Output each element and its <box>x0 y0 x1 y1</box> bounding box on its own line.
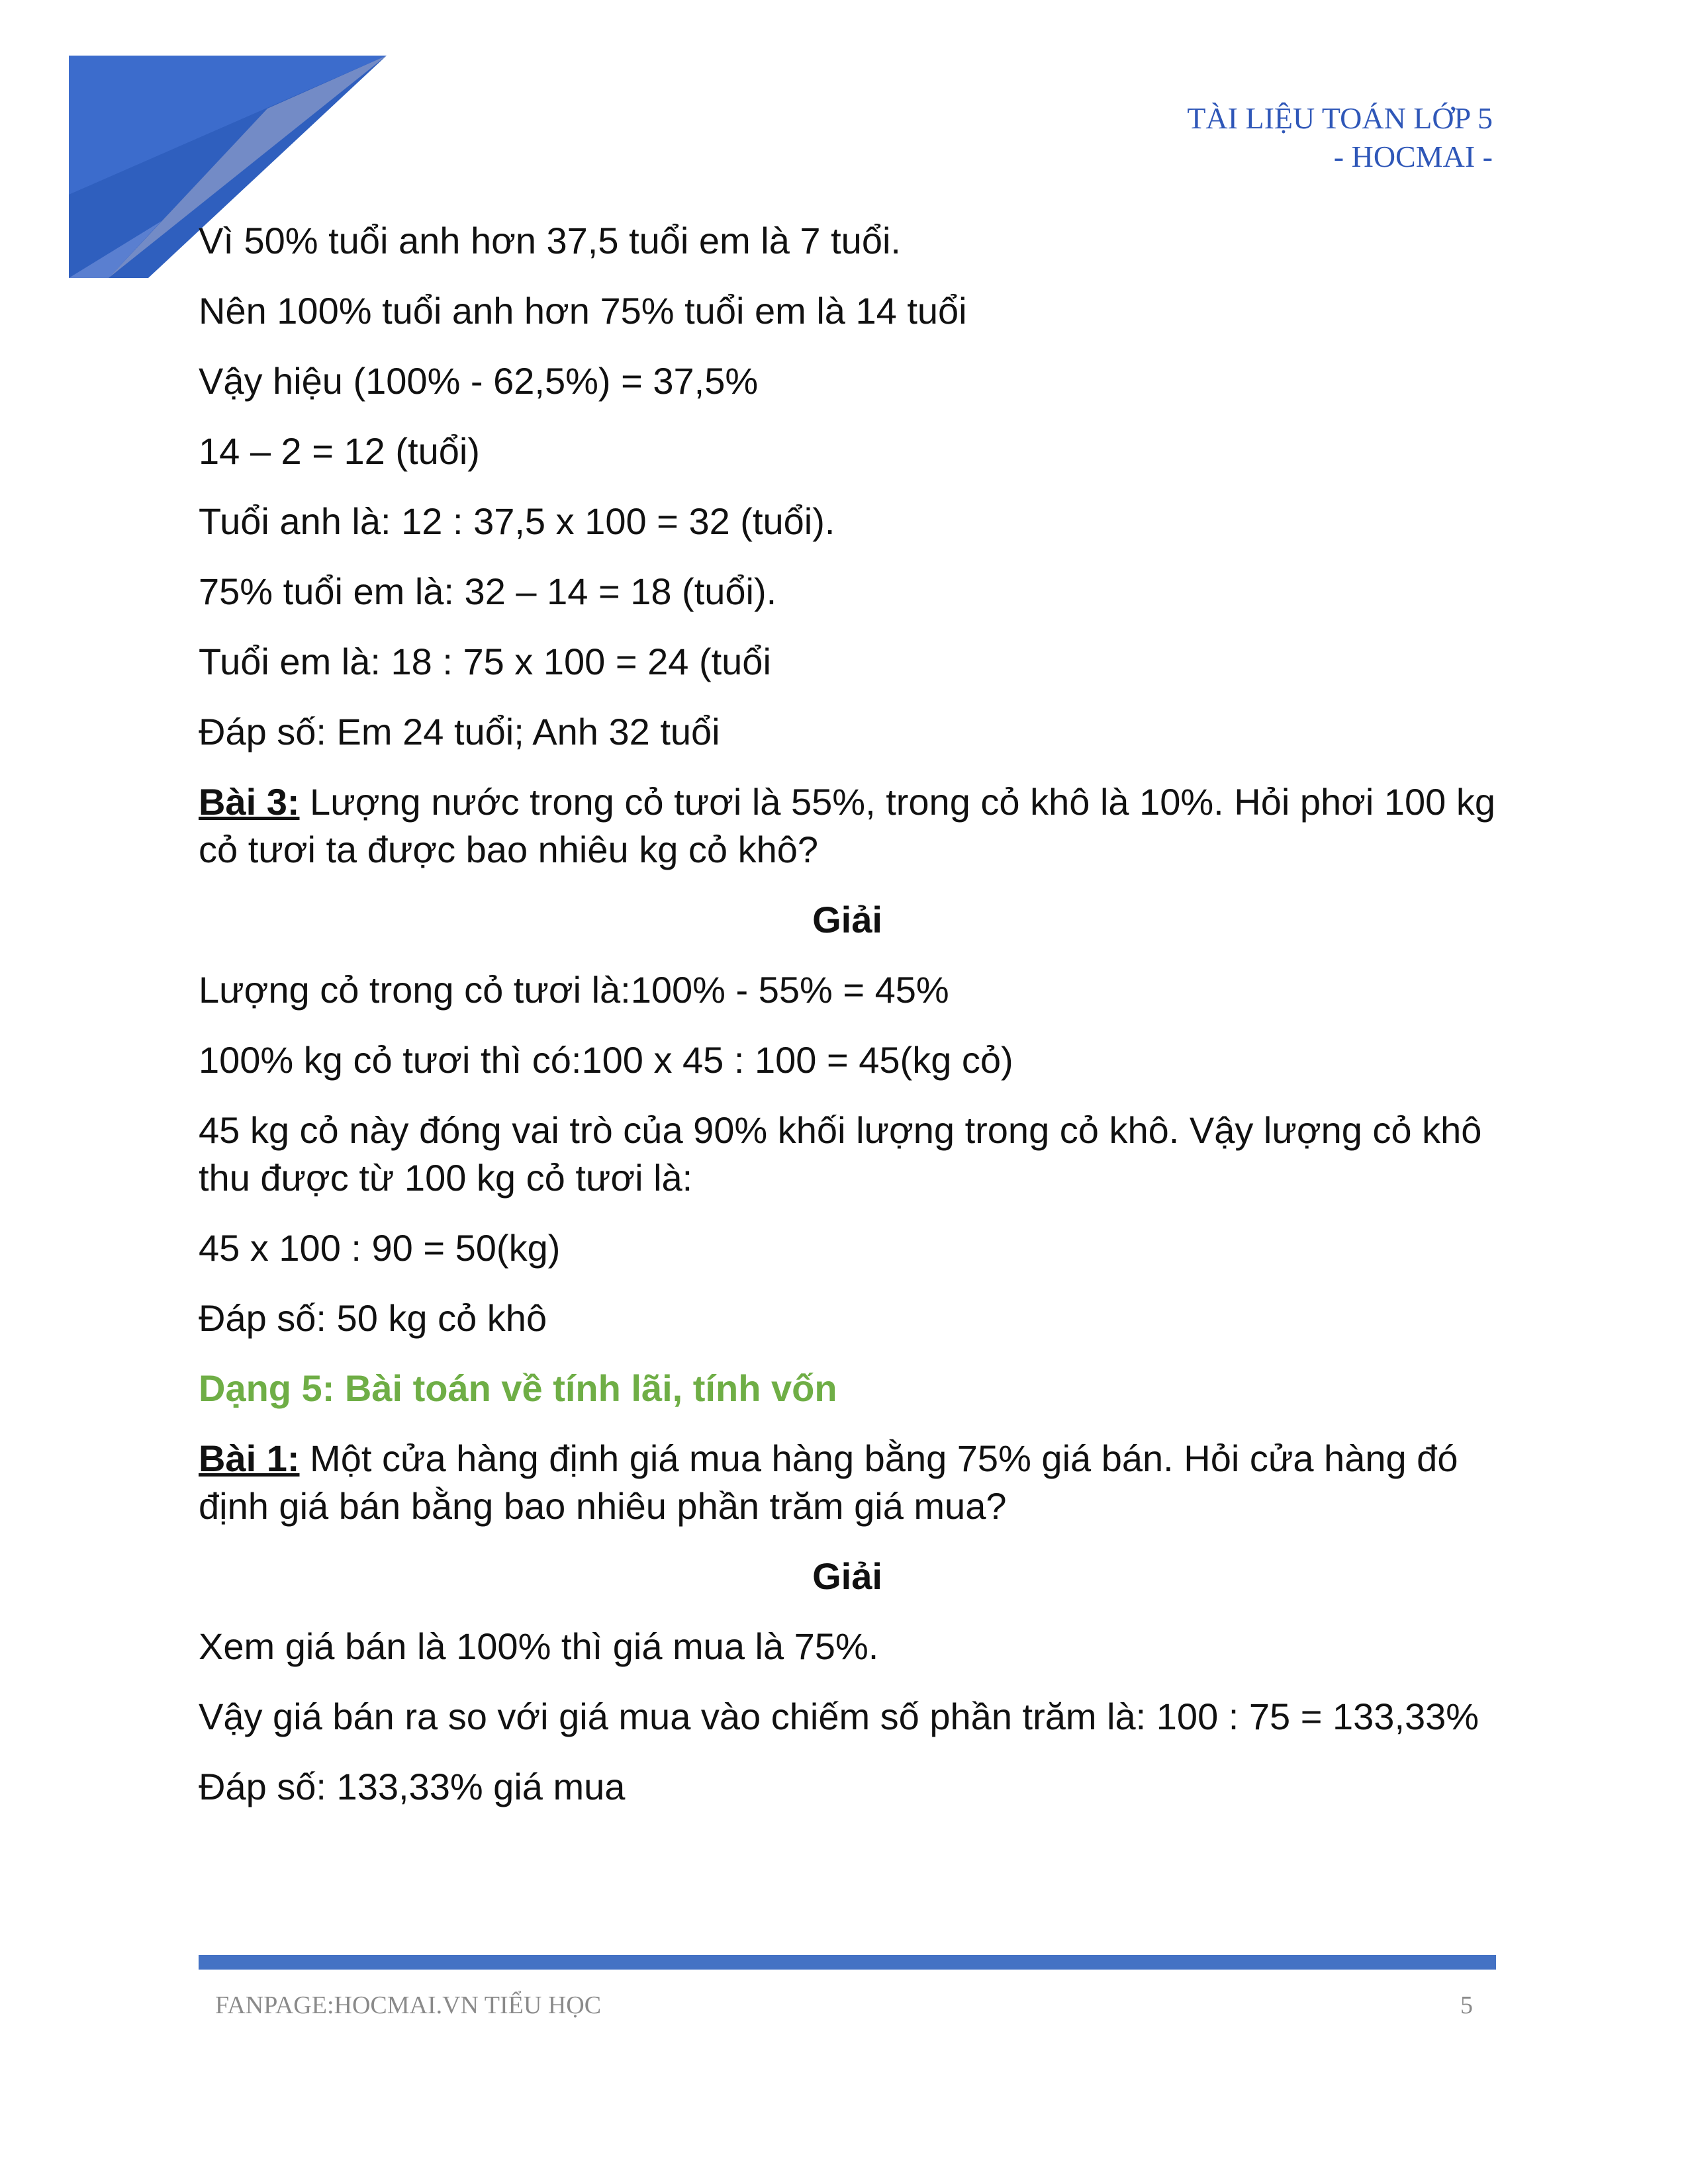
problem-bai-1 <box>199 1435 1496 1530</box>
text-line: Tuổi em là: 18 : 75 x 100 = 24 (tuổi <box>199 641 771 682</box>
page-content <box>199 217 1496 1811</box>
text-line: Lượng cỏ trong cỏ tươi là:100% - 55% = 45% <box>199 969 949 1011</box>
text-line: Đáp số: Em 24 tuổi; Anh 32 tuổi <box>199 711 720 752</box>
header-title: TÀI LIỆU TOÁN LỚP 5 <box>1187 101 1493 135</box>
text-line: Vậy hiệu (100% - 62,5%) = 37,5% <box>199 360 759 402</box>
text-line: Đáp số: 133,33% giá mua <box>199 1766 626 1807</box>
text-line: Tuổi anh là: 12 : 37,5 x 100 = 32 (tuổi). <box>199 500 835 542</box>
text-line: 14 – 2 = 12 (tuổi) <box>199 430 480 472</box>
text-line: Đáp số: 50 kg cỏ khô <box>199 1297 547 1339</box>
text-line: Vì 50% tuổi anh hơn 37,5 tuổi em là 7 tuổi. <box>199 220 901 261</box>
solution-heading: Giải <box>812 899 882 940</box>
problem-bai-3 <box>199 778 1496 874</box>
text-line: Xem giá bán là 100% thì giá mua là 75%. <box>199 1625 879 1667</box>
footer-fanpage: FANPAGE:HOCMAI.VN TIỂU HỌC <box>215 1991 602 2019</box>
text-line: 45 x 100 : 90 = 50(kg) <box>199 1227 561 1269</box>
page-header <box>1187 99 1493 176</box>
footer-divider <box>199 1955 1496 1970</box>
problem-text: Lượng nước trong cỏ tươi là 55%, trong cỏ khô là 10%. Hỏi phơi 100 kg cỏ tươi ta được bao nhiêu kg cỏ khô? <box>199 781 1496 870</box>
text-line: 100% kg cỏ tươi thì có:100 x 45 : 100 = 45(kg cỏ) <box>199 1039 1013 1081</box>
text-paragraph: 45 kg cỏ này đóng vai trò của 90% khối lượng trong cỏ khô. Vậy lượng cỏ khô thu được từ 100 kg cỏ tươi là: <box>199 1109 1482 1199</box>
problem-text: Một cửa hàng định giá mua hàng bằng 75% giá bán. Hỏi cửa hàng đó định giá bán bằng bao nhiêu phần trăm giá mua? <box>199 1437 1458 1527</box>
section-title: Dạng 5: Bài toán về tính lãi, tính vốn <box>199 1367 837 1409</box>
problem-label: Bài 1: <box>199 1437 300 1479</box>
problem-label: Bài 3: <box>199 781 300 823</box>
solution-heading: Giải <box>812 1555 882 1597</box>
header-subtitle: - HOCMAI - <box>1333 140 1493 173</box>
page-number: 5 <box>1460 1991 1473 2019</box>
text-line: 75% tuổi em là: 32 – 14 = 18 (tuổi). <box>199 570 777 612</box>
text-paragraph: Vậy giá bán ra so với giá mua vào chiếm số phần trăm là: 100 : 75 = 133,33% <box>199 1696 1479 1737</box>
text-line: Nên 100% tuổi anh hơn 75% tuổi em là 14 tuổi <box>199 290 967 332</box>
